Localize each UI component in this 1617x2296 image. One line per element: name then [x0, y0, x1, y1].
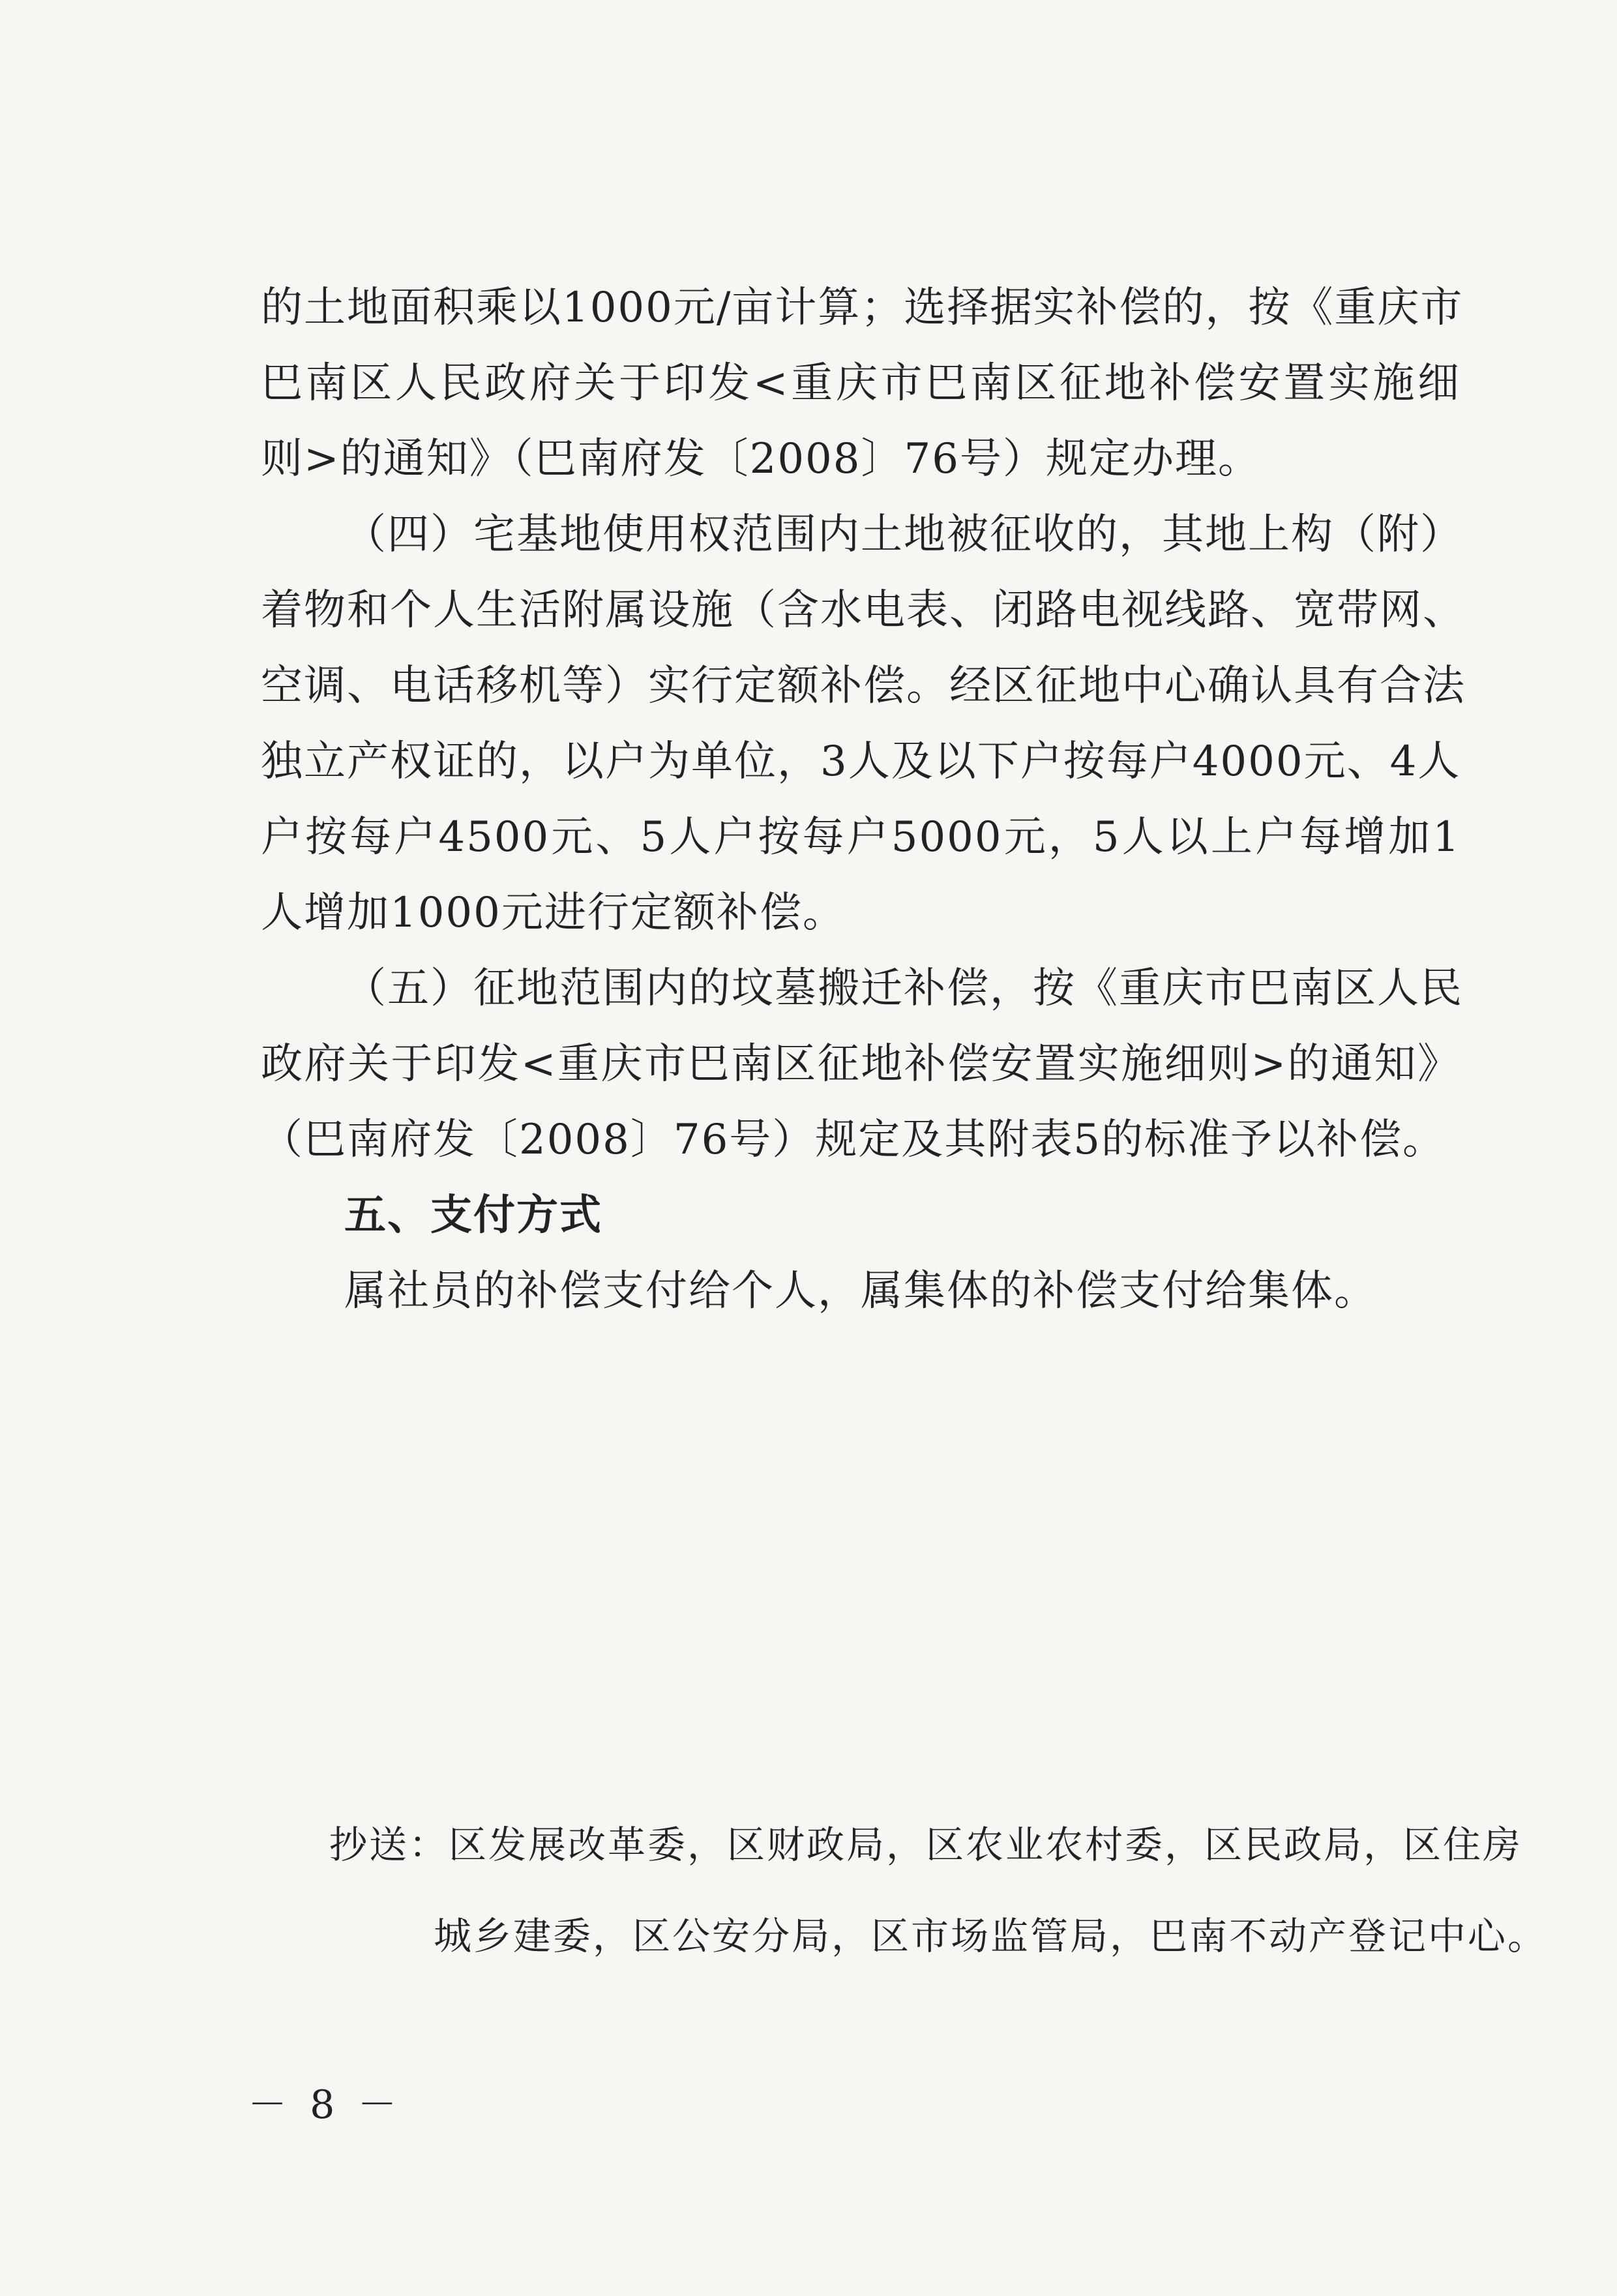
cc-line-2: 城乡建委，区公安分局，区市场监管局，巴南不动产登记中心。	[434, 1914, 1548, 1958]
paragraph-1-line-3: 则>的通知》（巴南府发〔2008〕76号）规定办理。	[261, 435, 1261, 483]
page-number: － 8 －	[248, 2082, 402, 2128]
paragraph-1-line-2: 巴南区人民政府关于印发<重庆市巴南区征地补偿安置实施细	[261, 359, 1461, 408]
paragraph-2-line-6: 人增加1000元进行定额补偿。	[261, 889, 846, 937]
paragraph-2-line-1: （四）宅基地使用权范围内土地被征收的，其地上构（附）	[344, 511, 1463, 559]
paragraph-3-line-1: （五）征地范围内的坟墓搬迁补偿，按《重庆市巴南区人民	[344, 964, 1463, 1013]
paragraph-2-line-5: 户按每户4500元、5人户按每户5000元，5人以上户每增加1	[261, 813, 1461, 861]
section-heading: 五、支付方式	[344, 1191, 602, 1240]
cc-list	[329, 1823, 1548, 2008]
paragraph-2-line-4: 独立产权证的，以户为单位，3人及以下户按每户4000元、4人	[261, 738, 1461, 786]
cc-line-1: 抄送：区发展改革委，区财政局，区农业农村委，区民政局，区住房	[329, 1823, 1523, 1867]
paragraph-2-line-3: 空调、电话移机等）实行定额补偿。经区征地中心确认具有合法	[261, 662, 1466, 710]
payment-text: 属社员的补偿支付给个人，属集体的补偿支付给集体。	[344, 1267, 1377, 1315]
paragraph-3-line-3: （巴南府发〔2008〕76号）规定及其附表5的标准予以补偿。	[261, 1116, 1446, 1164]
body-text	[261, 284, 1466, 1346]
paragraph-2-line-2: 着物和个人生活附属设施（含水电表、闭路电视线路、宽带网、	[261, 586, 1466, 634]
paragraph-3-line-2: 政府关于印发<重庆市巴南区征地补偿安置实施细则>的通知》	[261, 1040, 1461, 1088]
paragraph-1-line-1: 的土地面积乘以1000元/亩计算；选择据实补偿的，按《重庆市	[261, 284, 1464, 332]
